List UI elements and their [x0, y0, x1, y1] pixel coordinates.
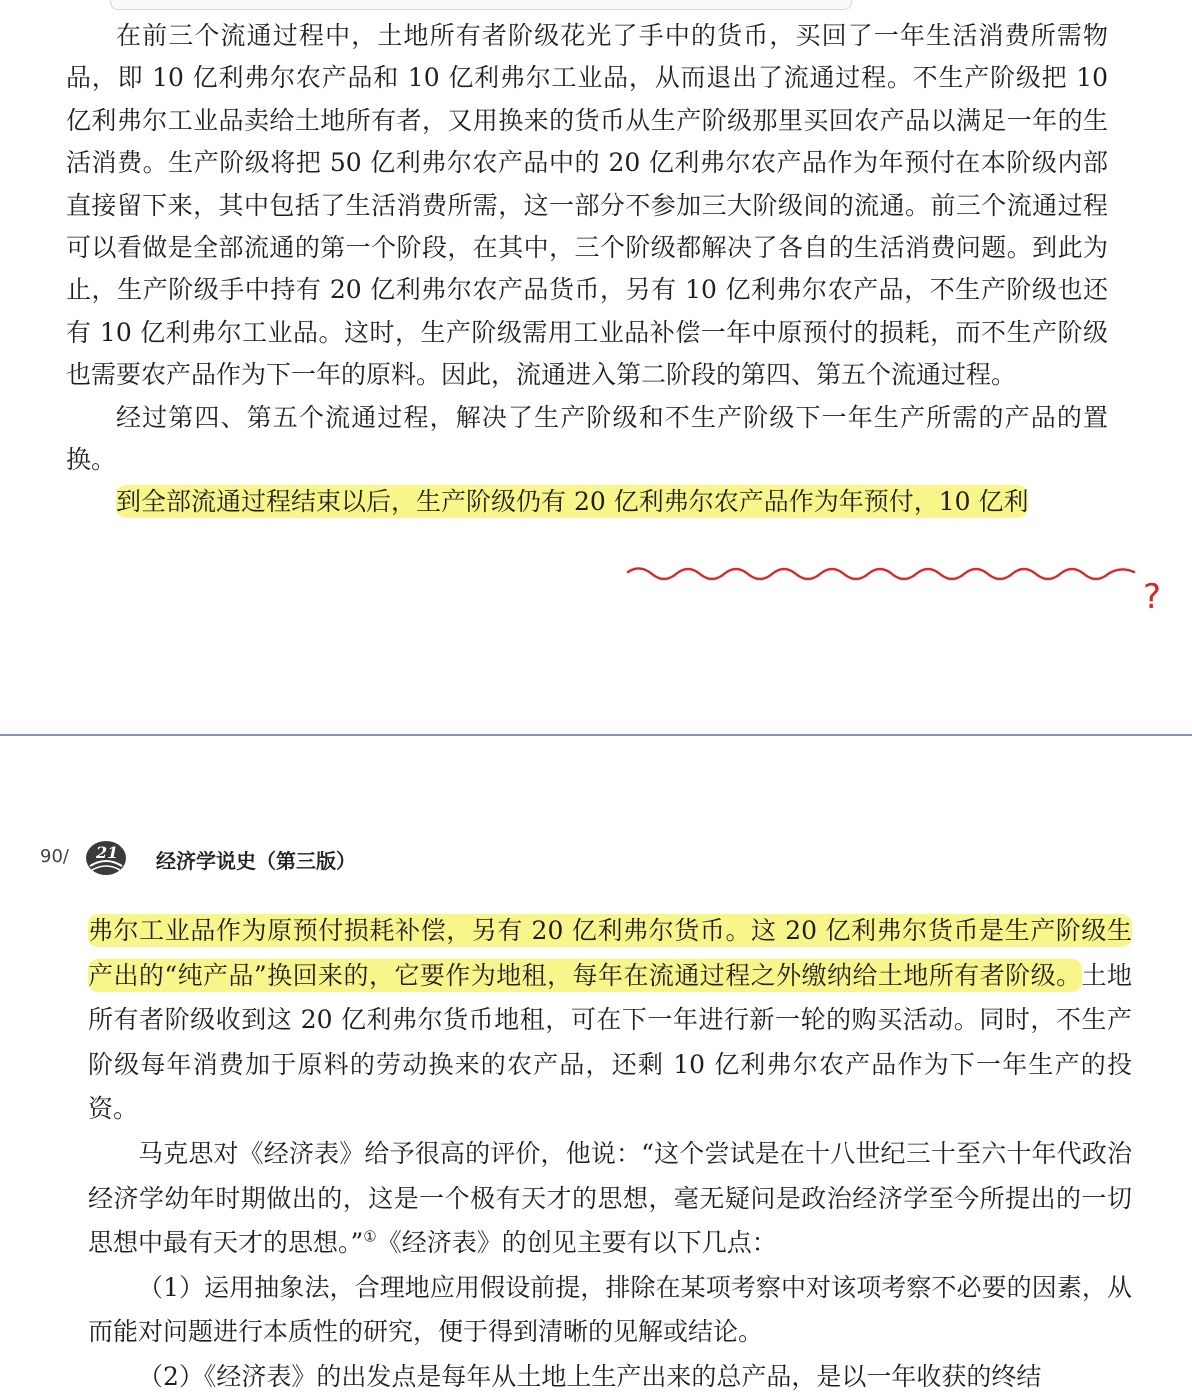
- question-mark: ?: [1143, 577, 1162, 617]
- page-top-text: [66, 15, 1108, 524]
- svg-text:21: 21: [96, 843, 119, 862]
- quote-paragraph: [88, 1132, 1132, 1266]
- paragraph: [88, 909, 1132, 1132]
- previous-page-edge: [110, 0, 852, 10]
- page-divider: [0, 734, 1192, 736]
- page-number: 90/: [40, 846, 69, 867]
- list-item: （1）运用抽象法，合理地应用假设前提，排除在某项考察中对该项考察不必要的因素，从而能对问题进行本质性的研究，便于得到清晰的见解或结论。: [88, 1272, 1132, 1347]
- publisher-logo-icon: [84, 836, 128, 880]
- book-title: 经济学说史（第三版）: [156, 849, 356, 873]
- paragraph: 在前三个流通过程中，土地所有者阶级花光了手中的货币，买回了一年生活消费所需物品，即 10 亿利弗尔农产品和 10 亿利弗尔工业品，从而退出了流通过程。不生产阶级把 10 亿利弗尔工业品卖给土地所有者，又用换来的货币从生产阶级那里买回农产品以满足一年的生活消费。生产阶级将把 50 亿利弗尔农产品中的 20 亿利弗尔农产品作为年预付在本阶级内部直接留下来，其中包括了生活消费所需，这一部分不参加三大阶级间的流通。前三个流通过程可以看做是全部流通的第一个阶段，在其中，三个阶级都解决了各自的生活消费问题。到此为止，生产阶级手中持有 20 亿利弗尔农产品货币，另有 10 亿利弗尔农产品，不生产阶级也还有 10 亿利弗尔工业品。这时，生产阶级需用工业品补偿一年中原预付的损耗，而不生产阶级也需要农产品作为下一年的原料。因此，流通进入第二阶段的第四、第五个流通过程。: [66, 21, 1108, 390]
- quote-text: 马克思对《经济表》给予很高的评价，他说：“这个尝试是在十八世纪三十至六十年代政治经济学幼年时期做出的，这是一个极有天才的思想，毫无疑问是政治经济学至今所提出的一切思想中最有天才的思想。”: [88, 1138, 1132, 1258]
- highlighted-text: 弗尔工业品作为原预付损耗补偿，另有 20 亿利弗尔货币。这 20 亿利弗尔货币是生产阶级生产出的“纯产品”换回来的，它要作为地租，每年在流通过程之外缴纳给土地所有者阶级。: [88, 916, 1132, 990]
- paragraph: [66, 481, 1108, 523]
- footnote-marker: ①: [363, 1227, 377, 1246]
- highlighted-text: 到全部流通过程结束以后，生产阶级仍有 20 亿利弗尔农产品作为年预付，10 亿利: [116, 487, 1029, 517]
- paragraph: 经过第四、第五个流通过程，解决了生产阶级和不生产阶级下一年生产所需的产品的置换。: [66, 402, 1108, 475]
- list-item: （2）《经济表》的出发点是每年从土地上生产出来的总产品，是以一年收获的终结: [138, 1361, 1042, 1391]
- page-bottom-text: [88, 909, 1132, 1400]
- running-header: [40, 836, 740, 880]
- wavy-underline-top: [628, 568, 1134, 579]
- quote-continuation: 《经济表》的创见主要有以下几点：: [376, 1228, 777, 1258]
- paragraph-continuation: 土地所有者阶级收到这 20 亿利弗尔货币地租，可在下一年进行新一轮的购买活动。同时，不生产阶级每年消费加于原料的劳动换来的农产品，还剩 10 亿利弗尔农产品作为下一年生产的投资。: [88, 960, 1132, 1124]
